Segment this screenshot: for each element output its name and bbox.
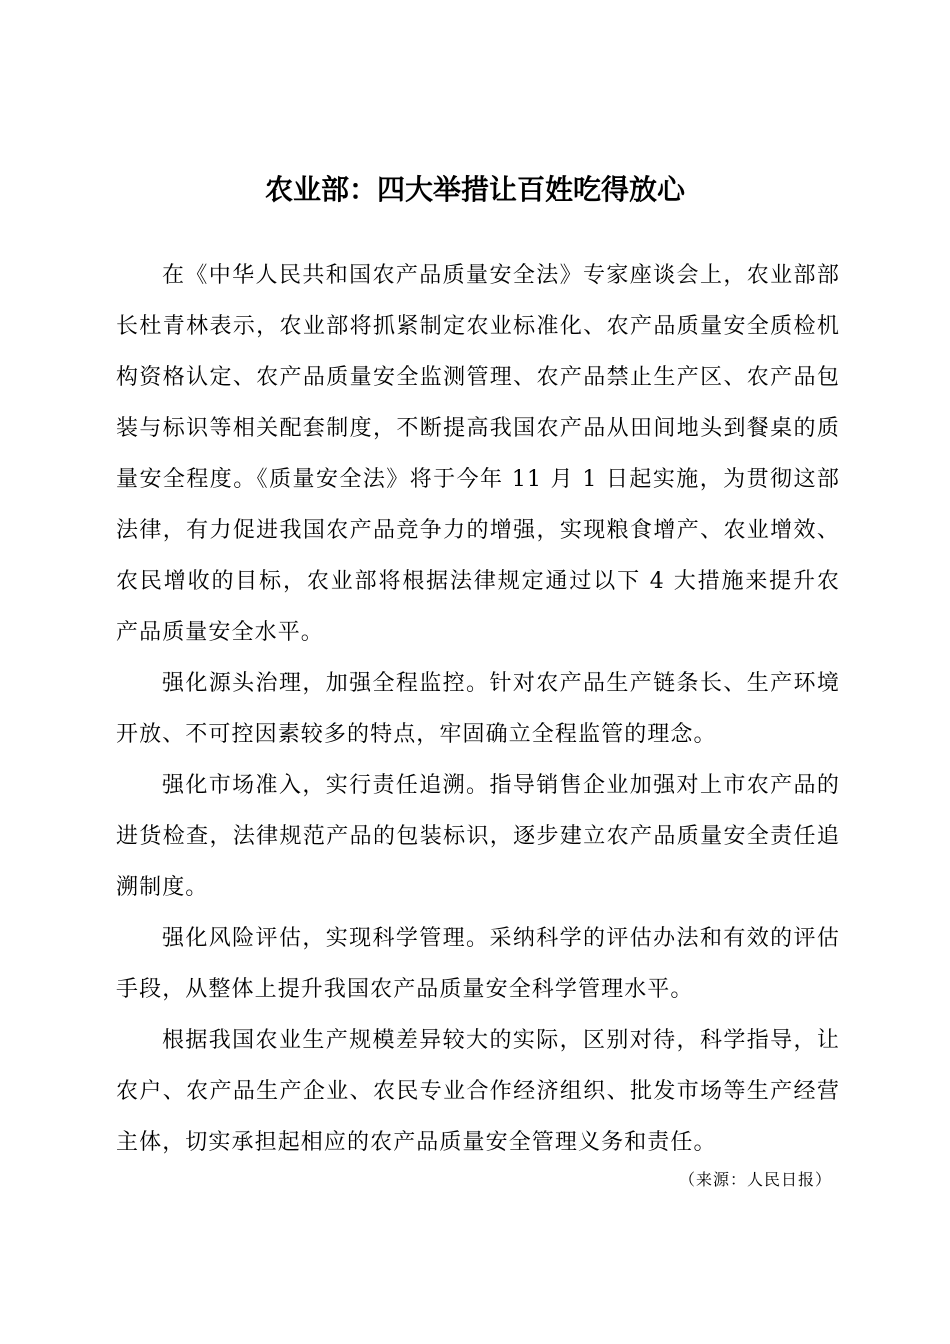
article-body [116, 250, 840, 1168]
paragraph-measure-1: 强化源头治理，加强全程监控。针对农产品生产链条长、生产环境开放、不可控因素较多的特点，牢固确立全程监管的理念。 [116, 671, 840, 747]
paragraph-measure-2: 强化市场准入，实行责任追溯。指导销售企业加强对上市农产品的进货检查，法律规范产品的包装标识，逐步建立农产品质量安全责任追溯制度。 [116, 773, 840, 900]
article-title: 农业部：四大举措让百姓吃得放心 [264, 173, 685, 206]
paragraph-intro: 在《中华人民共和国农产品质量安全法》专家座谈会上，农业部部长杜青林表示，农业部将抓紧制定农业标准化、农产品质量安全质检机构资格认定、农产品质量安全监测管理、农产品禁止生产区、农产品包装与标识等相关配套制度，不断提高我国农产品从田间地头到餐桌的质量安全程度。《质量安全法》将于今年 11 月 1 日起实施，为贯彻这部法律，有力促进我国农产品竞争力的增强，实现粮食增产、农业增效、农民增收的目标，农业部将根据法律规定通过以下 4 大措施来提升农产品质量安全水平。 [116, 263, 840, 645]
paragraph-measure-4: 根据我国农业生产规模差异较大的实际，区别对待，科学指导，让农户、农产品生产企业、农民专业合作经济组织、批发市场等生产经营主体，切实承担起相应的农产品质量安全管理义务和责任。 [116, 1028, 840, 1155]
source-attribution: （来源：人民日报） [678, 1170, 832, 1189]
paragraph-measure-3: 强化风险评估，实现科学管理。采纳科学的评估办法和有效的评估手段，从整体上提升我国农产品质量安全科学管理水平。 [116, 926, 840, 1002]
